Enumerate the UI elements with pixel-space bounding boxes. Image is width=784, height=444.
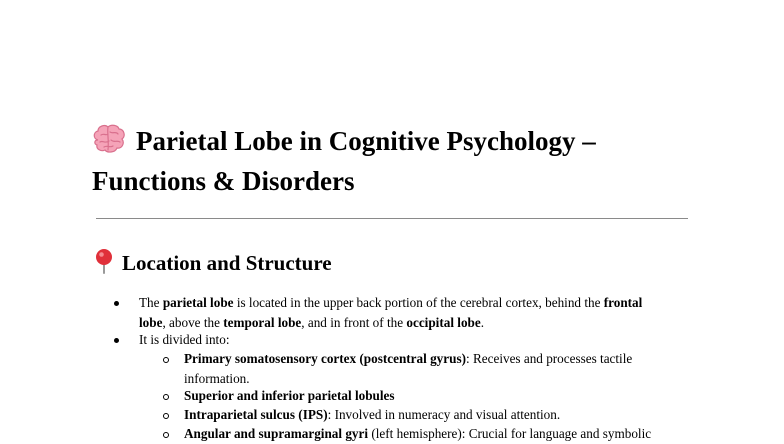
text-run: is located in the upper back portion of the cerebral cortex, behind the — [233, 295, 604, 310]
sub-item-ips — [184, 405, 560, 425]
section-heading — [94, 248, 332, 278]
bold-term: Superior and inferior parietal lobules — [184, 388, 395, 403]
bold-term: parietal lobe — [162, 295, 234, 310]
sub-item-gyri — [184, 424, 651, 444]
text-run: It is divided into: — [139, 332, 230, 347]
bold-term: frontal — [603, 295, 643, 310]
bullet-dot — [114, 338, 119, 343]
text-run: : Involved in numeracy and visual attention. — [327, 407, 561, 422]
horizontal-rule — [96, 218, 688, 219]
brain-icon — [92, 123, 126, 155]
text-run: (left hemisphere): Crucial for language and symbolic — [368, 426, 652, 441]
sub-bullet-circle — [163, 357, 169, 363]
section-heading-text: Location and Structure — [122, 251, 332, 275]
sub-bullet-circle — [163, 413, 169, 419]
bold-term: temporal lobe — [223, 315, 302, 330]
text-run: , and in front of the — [301, 315, 407, 330]
sub-bullet-circle — [163, 394, 169, 400]
list-item-divisions — [139, 330, 229, 350]
sub-bullet-circle — [163, 432, 169, 438]
bold-term: Primary somatosensory cortex (postcentral gyrus) — [184, 351, 466, 366]
title-line-2: Functions & Disorders — [92, 166, 355, 196]
text-run: information. — [184, 371, 250, 386]
text-run: The — [139, 295, 163, 310]
list-item-location — [139, 293, 642, 313]
bold-term: Angular and supramarginal gyri — [184, 426, 369, 441]
bullet-dot — [114, 301, 119, 306]
sub-item-somatosensory — [184, 349, 632, 369]
sub-item-lobules — [184, 386, 395, 406]
bold-term: lobe — [139, 315, 163, 330]
text-run: . — [480, 315, 485, 330]
bold-term: Intraparietal sulcus (IPS) — [184, 407, 328, 422]
title-line-1: Parietal Lobe in Cognitive Psychology – — [136, 126, 596, 156]
bold-term: occipital lobe — [406, 315, 481, 330]
text-run: : Receives and processes tactile — [466, 351, 633, 366]
page-title — [92, 121, 712, 201]
pushpin-icon — [94, 248, 114, 274]
text-run: , above the — [162, 315, 224, 330]
